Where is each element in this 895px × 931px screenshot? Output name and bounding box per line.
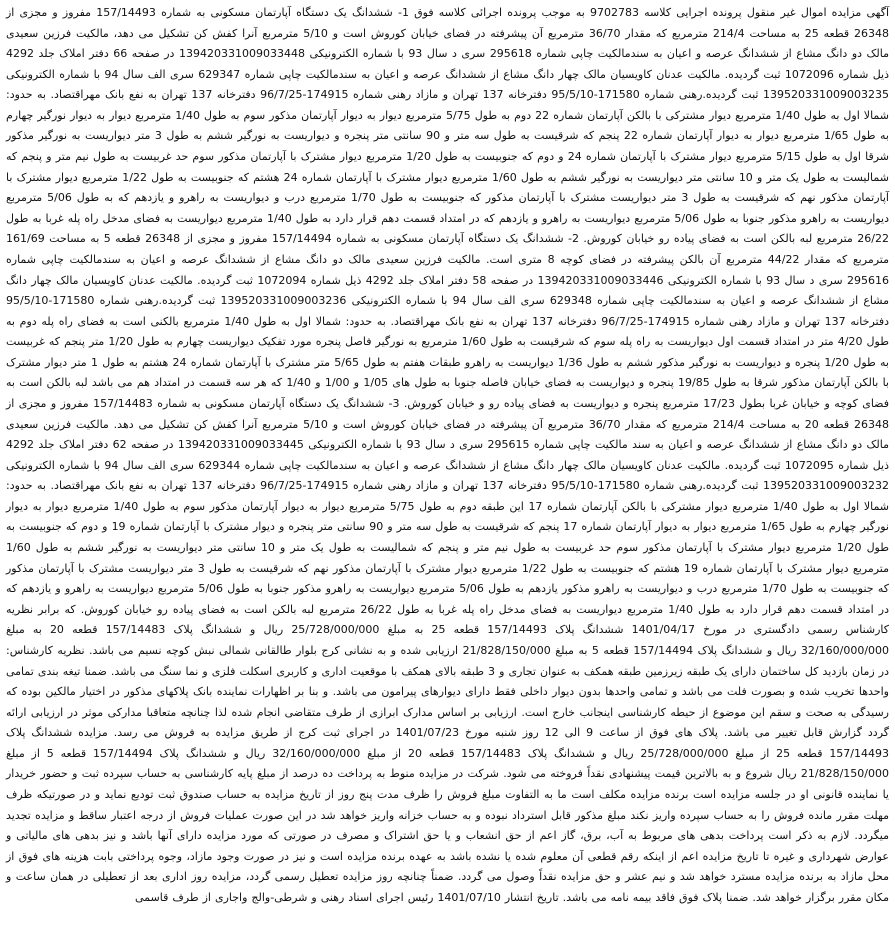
auction-notice-body: آگهی مزایده اموال غیر منقول پرونده اجرایی کلاسه 9702783 به موجب پرونده اجرائی کلاسه فوق 1- ششدانگ یک دستگاه آپارتمان مسکونی به شماره 157/14493 مفروز و مجزی از 26348 قطعه 25 به مساحت 214/4 مترمربع که مقدار 36/70 مترمربع آن پیشرفته در فضای خیابان کوروش است و 5/10 مترمربع آنرا کفش کن تشکیل می دهد، مالکیت فرزین سعیدی مالک دو دانگ مشاع از ششدانگ عرصه و اعیان به سندمالکیت چاپی شماره 295618 سری د سال 93 با شماره الکترونیکی 139420331009033448 در صفحه 66 دفتر املاک جلد 4292 ذیل شماره 1072096 ثبت گردیده. مالکیت عدنان کاویسیان مالک چهار دانگ مشاع از ششدانگ عرصه و اعیان به سندمالکیت چاپی شماره 629347 سری الف سال 94 با شماره الکترونیکی 139520331009003235 ثبت گردیده.رهنی شماره 171580-95/5/10 دفترخانه 137 تهران و مازاد رهنی شماره 174915-96/7/25 دفترخانه 137 تهران به نفع بانک مهراقتصاد. به حدود: شمالا اول به طول 1/40 مترمربع دیوار مشترکی با بالکن آپارتمان شماره 22 دوم به طول 5/75 مترمربع دیوار به دیوار آپارتمان مذکور سوم به طول 1/40 مترمربع دیوار به دیوار نورگیر چهارم به طول 1/65 مترمربع دیوار به دیوار آپارتمان شماره 22 پنجم که شرقیست به طول سه متر و 90 سانتی متر پنجره و دیواریست به نورگیر ششم به طول 3 متر دیواریست به نورگیر مذکور شرقا اول به طول 5/15 مترمربع دیوار مشترک با آپارتمان شماره 24 و دوم که جنوبیست به طول 1/20 مترمربع دیوار مشترک با آپارتمان مذکور سوم حد غربیست به طول نیم متر و پنجم که شمالیست به طول یک متر و 10 سانتی متر دیواریست به نورگیر ششم به طول 1/60 مترمربع دیوار مشترک با آپارتمان شماره 24 هشتم که جنوبیست به طول 1/22 مترمربع دیوار مشترک با آپارتمان مذکور نهم که شرقیست به طول 3 متر دیواریست مشترک با آپارتمان مذکور که جنوبیست به طول 1/70 مترمربع درب و دیواریست به راهرو و یازدهم که به طول 5/06 مترمربع دیواریست به راهرو مذکور جنوبا به طول 5/06 مترمربع دیواریست به راهرو و یازدهم که در امتداد قسمت دهم قرار دارد به طول 1/40 مترمربع دیواریست به فضای مدخل راه پله غربا به طول 26/22 مترمربع لبه بالکن است به فضای پیاده رو خیابان کوروش. 2- ششدانگ یک دستگاه آپارتمان مسکونی به شماره 157/14494 مفروز و مجزی از 26348 قطعه 5 به مساحت 161/69 مترمربع که مقدار 44/22 مترمربع آن بالکن پیشرفته در فضای کوچه 8 متری است. مالکیت فرزین سعیدی مالک دو دانگ مشاع از ششدانگ عرصه و اعیان به سندمالکیت چاپی شماره 295616 سری د سال 93 با شماره الکترونیکی 139420331009033446 در صفحه 58 دفتر املاک جلد 4292 ذیل شماره 1072094 ثبت گردیده. مالکیت عدنان کاویسیان مالک چهار دانگ مشاع از ششدانگ عرصه و اعیان به سندمالکیت چاپی شماره 629348 سری الف سال 94 با شماره الکترونیکی 139520331009003236 ثبت گردیده.رهنی شماره 171580-95/5/10 دفترخانه 137 تهران و مازاد رهنی شماره 174915-96/7/25 دفترخانه 137 تهران به نفع بانک مهراقتصاد. به حدود: شمالا اول به طول 1/40 مترمربع بالکنی است به فضای راه پله دوم به طول 4/20 متر در امتداد قسمت اول دیواریست به راه پله سوم که شرقیست به طول 1/60 مترمربع به نورگیر فاصل پنجره مورد تفکیک دیواریست چهارم به طول 1/20 متر پنجم که غربیست به طول 1/20 پنجره و دیواریست به نورگیر مذکور ششم به طول 1/36 دیواریست به راهرو طبقات هفتم به طول 5/65 متر مشترک با آپارتمان شماره 24 هشتم به طول 1 متر دیوار مشترک با بالکن آپارتمان مذکور شرقا به طول 19/85 پنجره و دیواریست به فضای خیابان فاصله جنوبا به طول های 1/05 و 1/00 و 1/40 که هر سه قسمت در امتداد هم می باشد لبه بالکن است به فضای کوچه و خیابان غربا بطول 17/23 مترمربع پنجره و دیواریست به فضای پیاده رو و خیابان کوروش. 3- ششدانگ یک دستگاه آپارتمان مسکونی به شماره 157/14483 مفروز و مجزی از 26348 قطعه 20 به مساحت 214/4 مترمربع که مقدار 36/70 مترمربع آن پیشرفته در فضای خیابان کوروش است و 5/10 مترمربع آنرا کفش کن تشکیل می دهد. مالکیت فرزین سعیدی مالک دو دانگ مشاع از ششدانگ عرصه و اعیان به سند مالکیت چاپی شماره 295615 سری د سال 93 با شماره الکترونیکی 139420331009033445 در صفحه 62 دفتر املاک جلد 4292 ذیل شماره 1072095 ثبت گردیده. مالکیت عدنان کاویسیان مالک چهار دانگ مشاع از ششدانگ عرصه و اعیان به سندمالکیت چاپی شماره 629344 سری الف سال 94 با شماره الکترونیکی 139520331009003232 ثبت گردیده.رهنی شماره 171580-95/5/10 دفترخانه 137 تهران و مازاد رهنی شماره 174915-96/7/25 دفترخانه 137 تهران به نفع بانک مهراقتصاد. به حدود: شمالا اول به طول 1/40 مترمربع دیوار مشترکی با بالکن آپارتمان شماره 17 این طبقه دوم به طول 5/75 مترمربع دیوار به دیوار آپارتمان مذکور سوم به طول 1/40 مترمربع دیوار به دیوار نورگیر چهارم به طول 1/65 مترمربع دیوار به دیوار آپارتمان شماره 17 پنجم که شرقیست به طول سه متر و 90 سانتی متر پنجره و دیوار مشترک با آپارتمان شماره 19 و دوم که جنوبیست به طول 1/20 مترمربع دیوار مشترک با آپارتمان مذکور سوم حد غربیست به طول نیم متر و پنجم که شمالیست به طول یک متر و 10 سانتی متر دیواریست به نورگیر ششم به طول 1/60 مترمربع دیوار مشترک با آپارتمان شماره 19 هشتم که جنوبیست به طول 1/22 مترمربع دیوار مشترک با آپارتمان مذکور نهم که شرقیست به طول 3 متر دیواریست مشترک با آپارتمان مذکور که جنوبیست به طول 1/70 مترمربع درب و دیواریست به راهرو مذکور یازدهم به طول 5/06 مترمربع دیواریست به راهرو مذکور جنوبا به طول 5/06 مترمربع دیواریست به راهرو و یازدهم که در امتداد قسمت دهم قرار دارد به طول 1/40 مترمربع دیواریست به فضای مدخل راه پله غربا به طول 26/22 مترمربع لبه بالکن است به فضای پیاده رو خیابان کوروش. که برابر نظریه کارشناس رسمی دادگستری در مورخ 1401/04/17 ششدانگ پلاک 157/14493 قطعه 25 به مبلغ 25/728/000/000 ریال و ششدانگ پلاک 157/14483 قطعه 20 به مبلغ 32/160/000/000 ریال و ششدانگ پلاک 157/14494 قطعه 5 به مبلغ 21/828/150/000 ارزیابی شده و به نشانی کرج بلوار طالقانی شمالی نبش کوچه نسیم می باشد. نظریه کارشناس: در زمان بازدید کل ساختمان دارای یک طبقه زیرزمین طبقه همکف به عنوان تجاری و 3 طبقه بالای همکف با موقعیت اداری و کاربری اسکلت فلزی و نما سنگ می باشد. ضمنا تیغه بندی تمامی واحدها تخریب شده و بصورت فلت می باشد و تمامی واحدها بدون دیوار داخلی فقط دارای دیوارهای پیرامون می باشد. و بنا بر اظهارات نماینده بانک پلاکهای مذکور در اختیار مالکین بوده که رسیدگی به صحت و سقم این موضوع از حیطه کارشناسی اینجانب خارج است. ارزیابی بر اساس مدارک ابرازی از طرف متقاضی انجام شده لذا چنانچه متعاقبا مدارکی موثر در ارزیابی ارائه گردد گزارش قابل تغییر می باشد. پلاک های فوق از ساعت 9 الی 12 روز شنبه مورخ 1401/07/23 در اجرای ثبت کرج از طریق مزایده به فروش می رسد. مزایده ششدانگ پلاک 157/14493 قطعه 25 از مبلغ 25/728/000/000 ریال و ششدانگ پلاک 157/14483 قطعه 20 از مبلغ 32/160/000/000 ریال و ششدانگ پلاک 157/14494 قطعه 5 از مبلغ 21/828/150/000 ریال شروع و به بالاترین قیمت پیشنهادی نقداً فروخته می شود. شرکت در مزایده منوط به پرداخت ده درصد از مبلغ پایه کارشناسی به حساب سپرده ثبت و حضور خریدار یا نماینده قانونی او در جلسه مزایده است برنده مزایده مکلف است ما به التفاوت مبلغ فروش را ظرف مدت پنج روز از تاریخ مزایده به حساب صندوق ثبت تودیع نماید و در صورتیکه ظرف مهلت مقرر مانده فروش را به حساب سپرده واریز نکند مبلغ مذکور قابل استرداد نبوده و به حساب خزانه واریز خواهد شد در این صورت عملیات فروش از درجه اعتبار ساقط و مزایده تجدید میگردد. لازم به ذکر است پرداخت بدهی های مربوط به آب، برق، گاز اعم از حق انشعاب و یا حق اشتراک و مصرف در صورتی که مورد مزایده دارای آنها باشد و نیز بدهی های مالیاتی و عوارض شهرداری و غیره تا تاریخ مزایده اعم از اینکه رقم قطعی آن معلوم شده یا نشده باشد به عهده برنده مزایده است و نیز در صورت وجود مازاد، وجوه پرداختی بابت هزینه های فوق از محل مازاد به برنده مزایده مسترد خواهد شد و نیم عشر و حق مزایده نقداً وصول می گردد. ضمناً چنانچه روز مزایده تعطیل رسمی گردد، مزایده روز اداری بعد از تعطیلی در همان ساعت و مکان مقرر برگزار خواهد شد. ضمنا پلاک فوق فاقد بیمه نامه می باشد. تاریخ انتشار 1401/07/10 رئیس اجرای اسناد رهنی و شرطی-والج واجاری از طرف قاسمی <box>6 6 890 904</box>
